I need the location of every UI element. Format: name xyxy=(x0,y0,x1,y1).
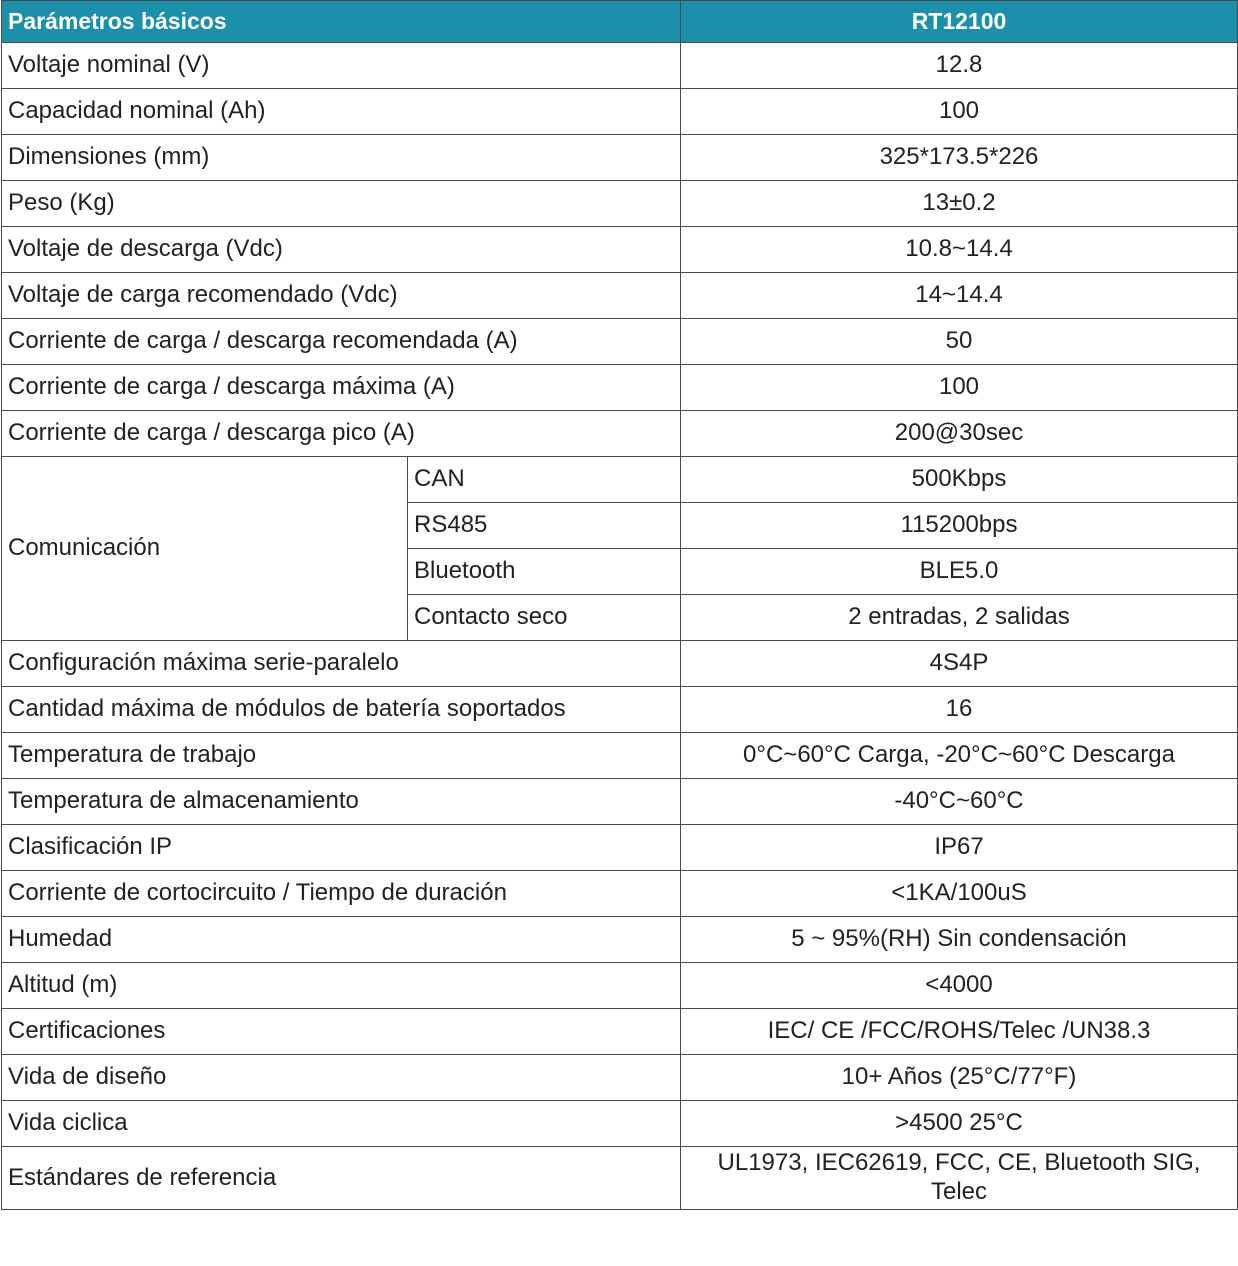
spec-table xyxy=(1,0,1238,1210)
row-value: IEC/ CE /FCC/ROHS/Telec /UN38.3 xyxy=(681,1009,1238,1055)
row-value: -40°C~60°C xyxy=(681,779,1238,825)
communication-row xyxy=(2,457,1238,503)
communication-interface: Contacto seco xyxy=(408,595,681,641)
row-value: 16 xyxy=(681,687,1238,733)
communication-value: 2 entradas, 2 salidas xyxy=(681,595,1238,641)
row-label: Clasificación IP xyxy=(2,825,681,871)
row-label: Peso (Kg) xyxy=(2,181,681,227)
table-row xyxy=(2,687,1238,733)
table-row xyxy=(2,319,1238,365)
row-value: 100 xyxy=(681,89,1238,135)
row-value: <1KA/100uS xyxy=(681,871,1238,917)
row-value: 5 ~ 95%(RH) Sin condensación xyxy=(681,917,1238,963)
row-label: Capacidad nominal (Ah) xyxy=(2,89,681,135)
communication-value: BLE5.0 xyxy=(681,549,1238,595)
row-value: 100 xyxy=(681,365,1238,411)
table-row xyxy=(2,273,1238,319)
table-row xyxy=(2,411,1238,457)
communication-interface: Bluetooth xyxy=(408,549,681,595)
table-row xyxy=(2,825,1238,871)
communication-value: 500Kbps xyxy=(681,457,1238,503)
communication-label: Comunicación xyxy=(2,457,408,641)
row-label: Voltaje de descarga (Vdc) xyxy=(2,227,681,273)
header-parameter-label: Parámetros básicos xyxy=(2,1,681,43)
row-value: UL1973, IEC62619, FCC, CE, Bluetooth SIG, Telec xyxy=(681,1147,1238,1210)
row-value: 10.8~14.4 xyxy=(681,227,1238,273)
row-label: Certificaciones xyxy=(2,1009,681,1055)
communication-value: 115200bps xyxy=(681,503,1238,549)
row-label: Vida ciclica xyxy=(2,1101,681,1147)
row-value: IP67 xyxy=(681,825,1238,871)
row-value: 12.8 xyxy=(681,43,1238,89)
row-value: 14~14.4 xyxy=(681,273,1238,319)
row-label: Estándares de referencia xyxy=(2,1147,681,1210)
row-label: Humedad xyxy=(2,917,681,963)
header-model: RT12100 xyxy=(681,1,1238,43)
row-label: Voltaje nominal (V) xyxy=(2,43,681,89)
row-label: Corriente de carga / descarga máxima (A) xyxy=(2,365,681,411)
table-row xyxy=(2,227,1238,273)
row-label: Cantidad máxima de módulos de batería soportados xyxy=(2,687,681,733)
row-value: 200@30sec xyxy=(681,411,1238,457)
row-value: 0°C~60°C Carga, -20°C~60°C Descarga xyxy=(681,733,1238,779)
row-label: Vida de diseño xyxy=(2,1055,681,1101)
row-label: Dimensiones (mm) xyxy=(2,135,681,181)
header-row xyxy=(2,1,1238,43)
row-label: Voltaje de carga recomendado (Vdc) xyxy=(2,273,681,319)
row-value: 325*173.5*226 xyxy=(681,135,1238,181)
table-row xyxy=(2,963,1238,1009)
table-row xyxy=(2,733,1238,779)
table-row xyxy=(2,1009,1238,1055)
table-row xyxy=(2,641,1238,687)
table-row xyxy=(2,135,1238,181)
table-row xyxy=(2,917,1238,963)
row-label: Configuración máxima serie-paralelo xyxy=(2,641,681,687)
row-label: Temperatura de trabajo xyxy=(2,733,681,779)
row-label: Altitud (m) xyxy=(2,963,681,1009)
row-label: Corriente de cortocircuito / Tiempo de duración xyxy=(2,871,681,917)
row-label: Temperatura de almacenamiento xyxy=(2,779,681,825)
row-value: <4000 xyxy=(681,963,1238,1009)
row-label: Corriente de carga / descarga pico (A) xyxy=(2,411,681,457)
table-row xyxy=(2,181,1238,227)
table-row xyxy=(2,89,1238,135)
row-value: >4500 25°C xyxy=(681,1101,1238,1147)
communication-interface: CAN xyxy=(408,457,681,503)
table-row xyxy=(2,1055,1238,1101)
row-value: 13±0.2 xyxy=(681,181,1238,227)
row-value: 4S4P xyxy=(681,641,1238,687)
row-value: 50 xyxy=(681,319,1238,365)
table-row xyxy=(2,365,1238,411)
communication-interface: RS485 xyxy=(408,503,681,549)
row-value: 10+ Años (25°C/77°F) xyxy=(681,1055,1238,1101)
table-row xyxy=(2,871,1238,917)
spec-table-body xyxy=(2,43,1238,1210)
table-row xyxy=(2,1147,1238,1210)
table-row xyxy=(2,43,1238,89)
table-row xyxy=(2,779,1238,825)
row-label: Corriente de carga / descarga recomendada (A) xyxy=(2,319,681,365)
table-row xyxy=(2,1101,1238,1147)
